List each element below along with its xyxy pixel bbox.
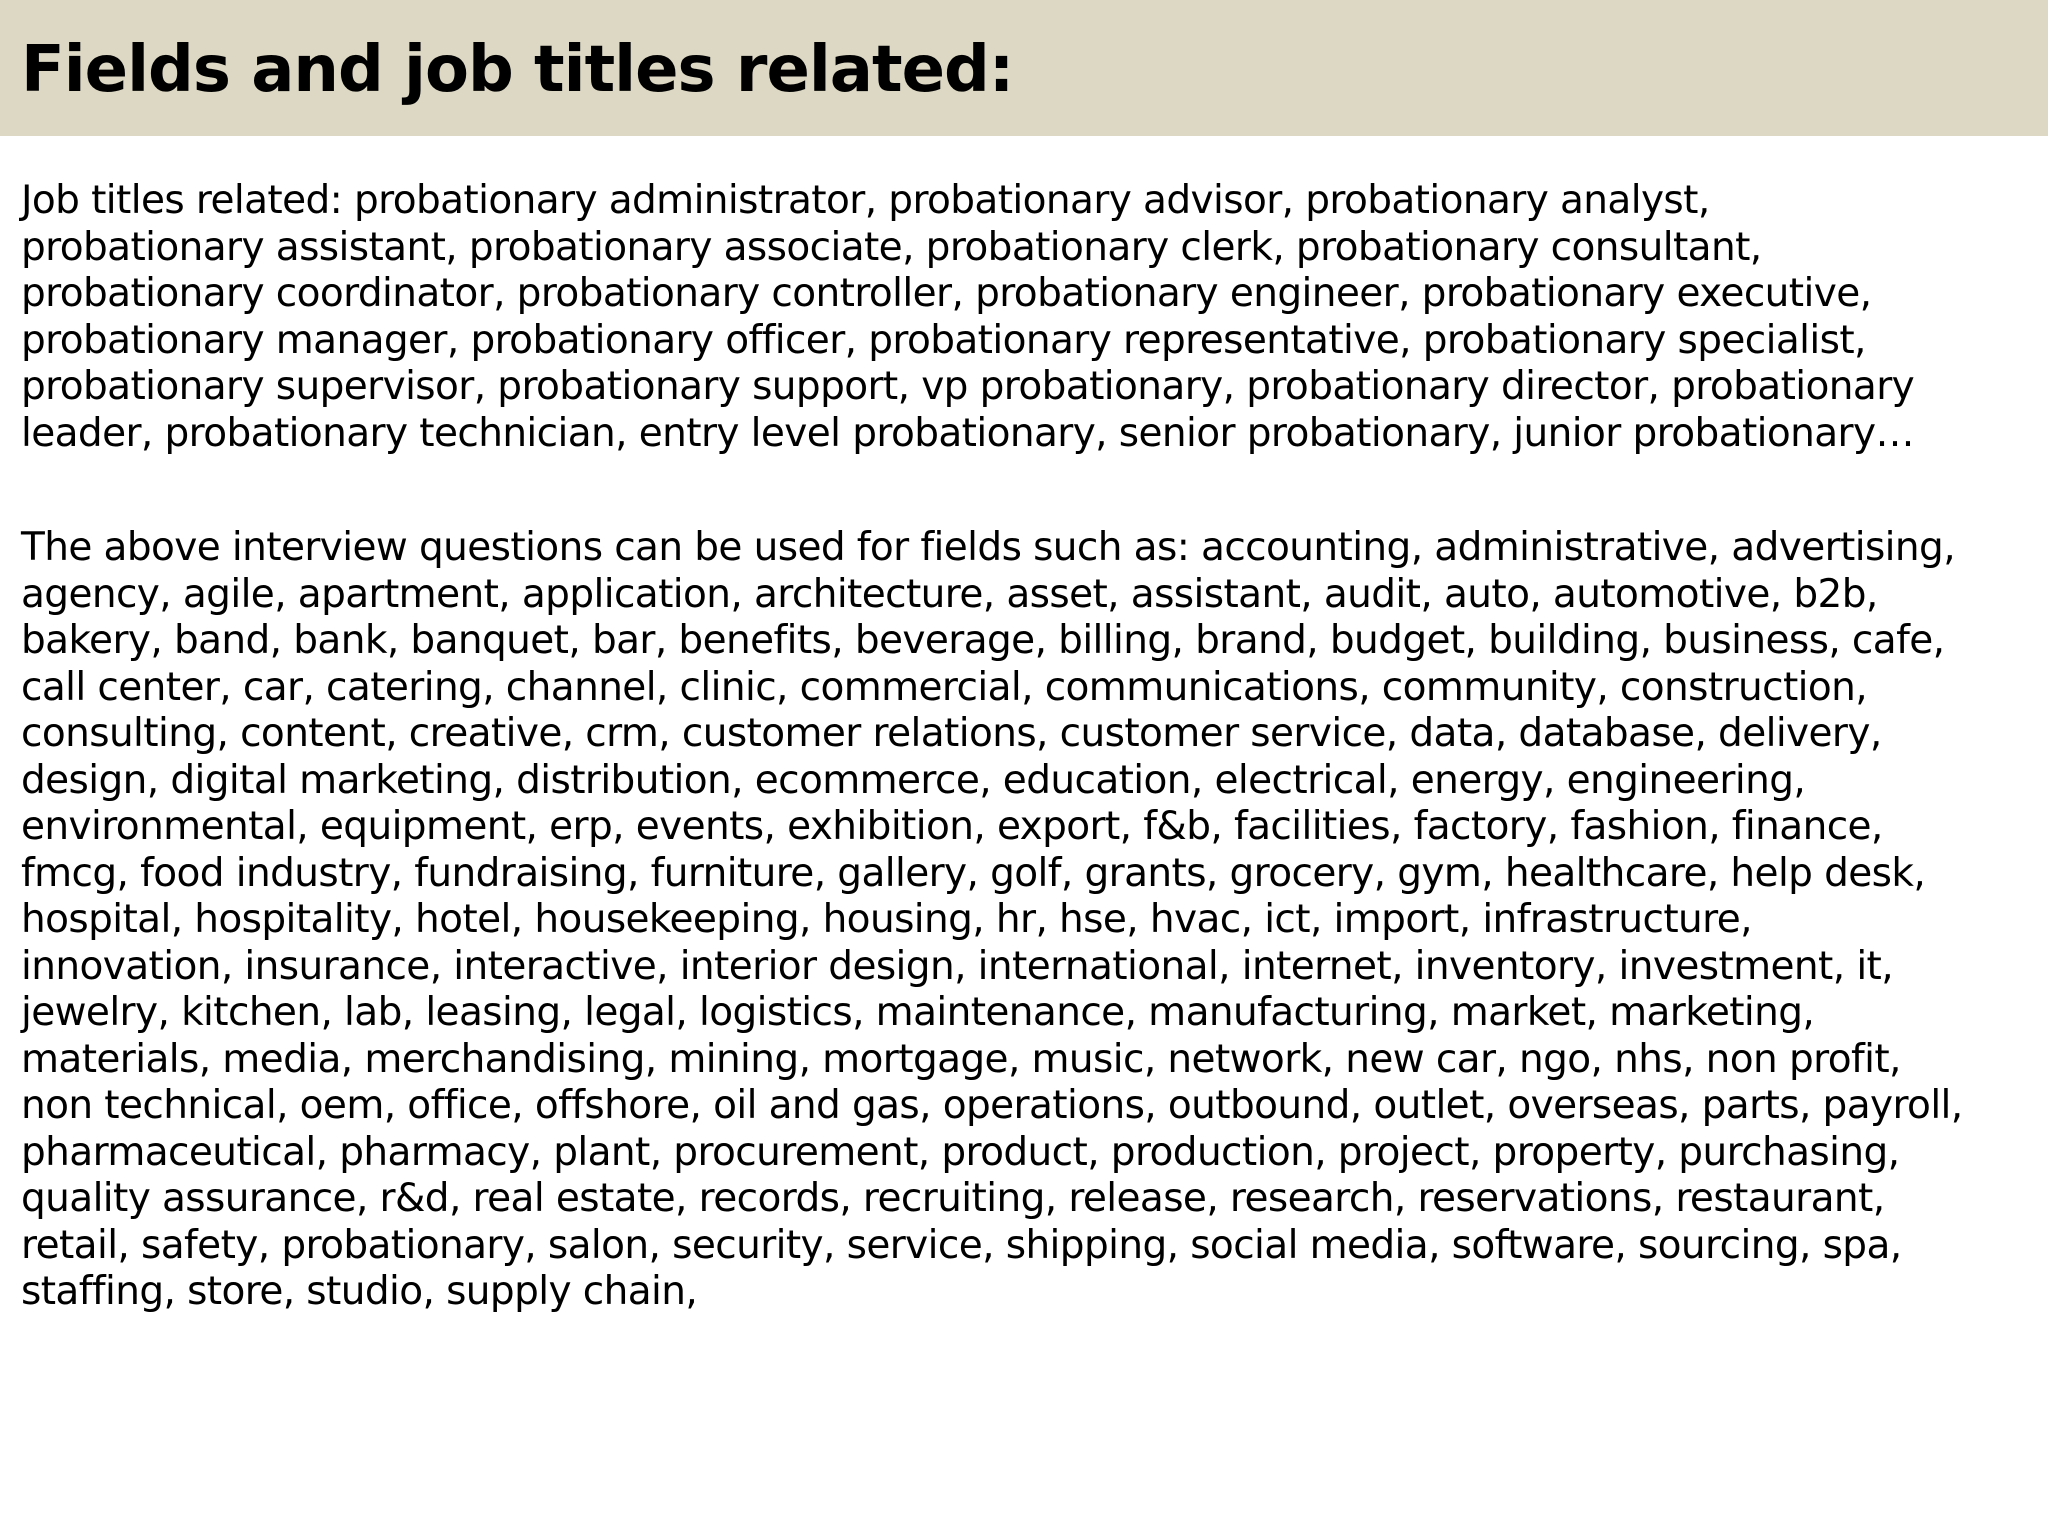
job-titles-line: leader, probationary technician, entry level probationary, senior probationary, junior probationary… bbox=[21, 410, 1914, 456]
job-titles-line: probationary manager, probationary officer, probationary representative, probationary specialist, bbox=[21, 317, 1866, 363]
job-titles-paragraph bbox=[21, 178, 1914, 457]
job-titles-line: probationary assistant, probationary associate, probationary clerk, probationary consultant, bbox=[21, 224, 1762, 270]
fields-line: agency, agile, apartment, application, architecture, asset, assistant, audit, auto, automotive, b2b, bbox=[21, 571, 1878, 617]
fields-line: The above interview questions can be used for fields such as: accounting, administrative, advertising, bbox=[21, 525, 1955, 570]
fields-line: design, digital marketing, distribution, ecommerce, education, electrical, energy, engineering, bbox=[21, 757, 1806, 803]
fields-line: jewelry, kitchen, lab, leasing, legal, logistics, maintenance, manufacturing, market, marketing, bbox=[21, 990, 1815, 1035]
job-titles-line: Job titles related: probationary administrator, probationary advisor, probationary analyst, bbox=[21, 178, 1710, 223]
fields-line: environmental, equipment, erp, events, exhibition, export, f&b, facilities, factory, fashion, finance, bbox=[21, 804, 1883, 849]
fields-line: bakery, band, bank, banquet, bar, benefits, beverage, billing, brand, budget, building, business, cafe, bbox=[21, 618, 1945, 663]
fields-line: quality assurance, r&d, real estate, records, recruiting, release, research, reservations, restaurant, bbox=[21, 1176, 1885, 1221]
fields-line: staffing, store, studio, supply chain, bbox=[21, 1269, 698, 1314]
fields-paragraph bbox=[21, 525, 1963, 1316]
fields-line: hospital, hospitality, hotel, housekeeping, housing, hr, hse, hvac, ict, import, infrastructure, bbox=[21, 897, 1752, 942]
fields-line: retail, safety, probationary, salon, security, service, shipping, social media, software, sourcing, spa, bbox=[21, 1222, 1902, 1268]
title-bar bbox=[0, 0, 2048, 136]
fields-line: innovation, insurance, interactive, interior design, international, internet, inventory, investment, it, bbox=[21, 943, 1894, 989]
fields-line: fmcg, food industry, fundraising, furniture, gallery, golf, grants, grocery, gym, healthcare, help desk, bbox=[21, 850, 1926, 896]
fields-line: non technical, oem, office, offshore, oil and gas, operations, outbound, outlet, overseas, parts, payroll, bbox=[21, 1083, 1963, 1128]
slide-title: Fields and job titles related: bbox=[21, 33, 1014, 107]
job-titles-line: probationary supervisor, probationary support, vp probationary, probationary director, probationary bbox=[21, 364, 1915, 409]
fields-line: pharmaceutical, pharmacy, plant, procurement, product, production, project, property, purchasing, bbox=[21, 1129, 1900, 1175]
job-titles-line: probationary coordinator, probationary controller, probationary engineer, probationary executive, bbox=[21, 271, 1872, 316]
fields-line: consulting, content, creative, crm, customer relations, customer service, data, database, delivery, bbox=[21, 711, 1882, 756]
fields-line: call center, car, catering, channel, clinic, commercial, communications, community, construction, bbox=[21, 664, 1868, 710]
fields-line: materials, media, merchandising, mining, mortgage, music, network, new car, ngo, nhs, non profit, bbox=[21, 1036, 1901, 1082]
